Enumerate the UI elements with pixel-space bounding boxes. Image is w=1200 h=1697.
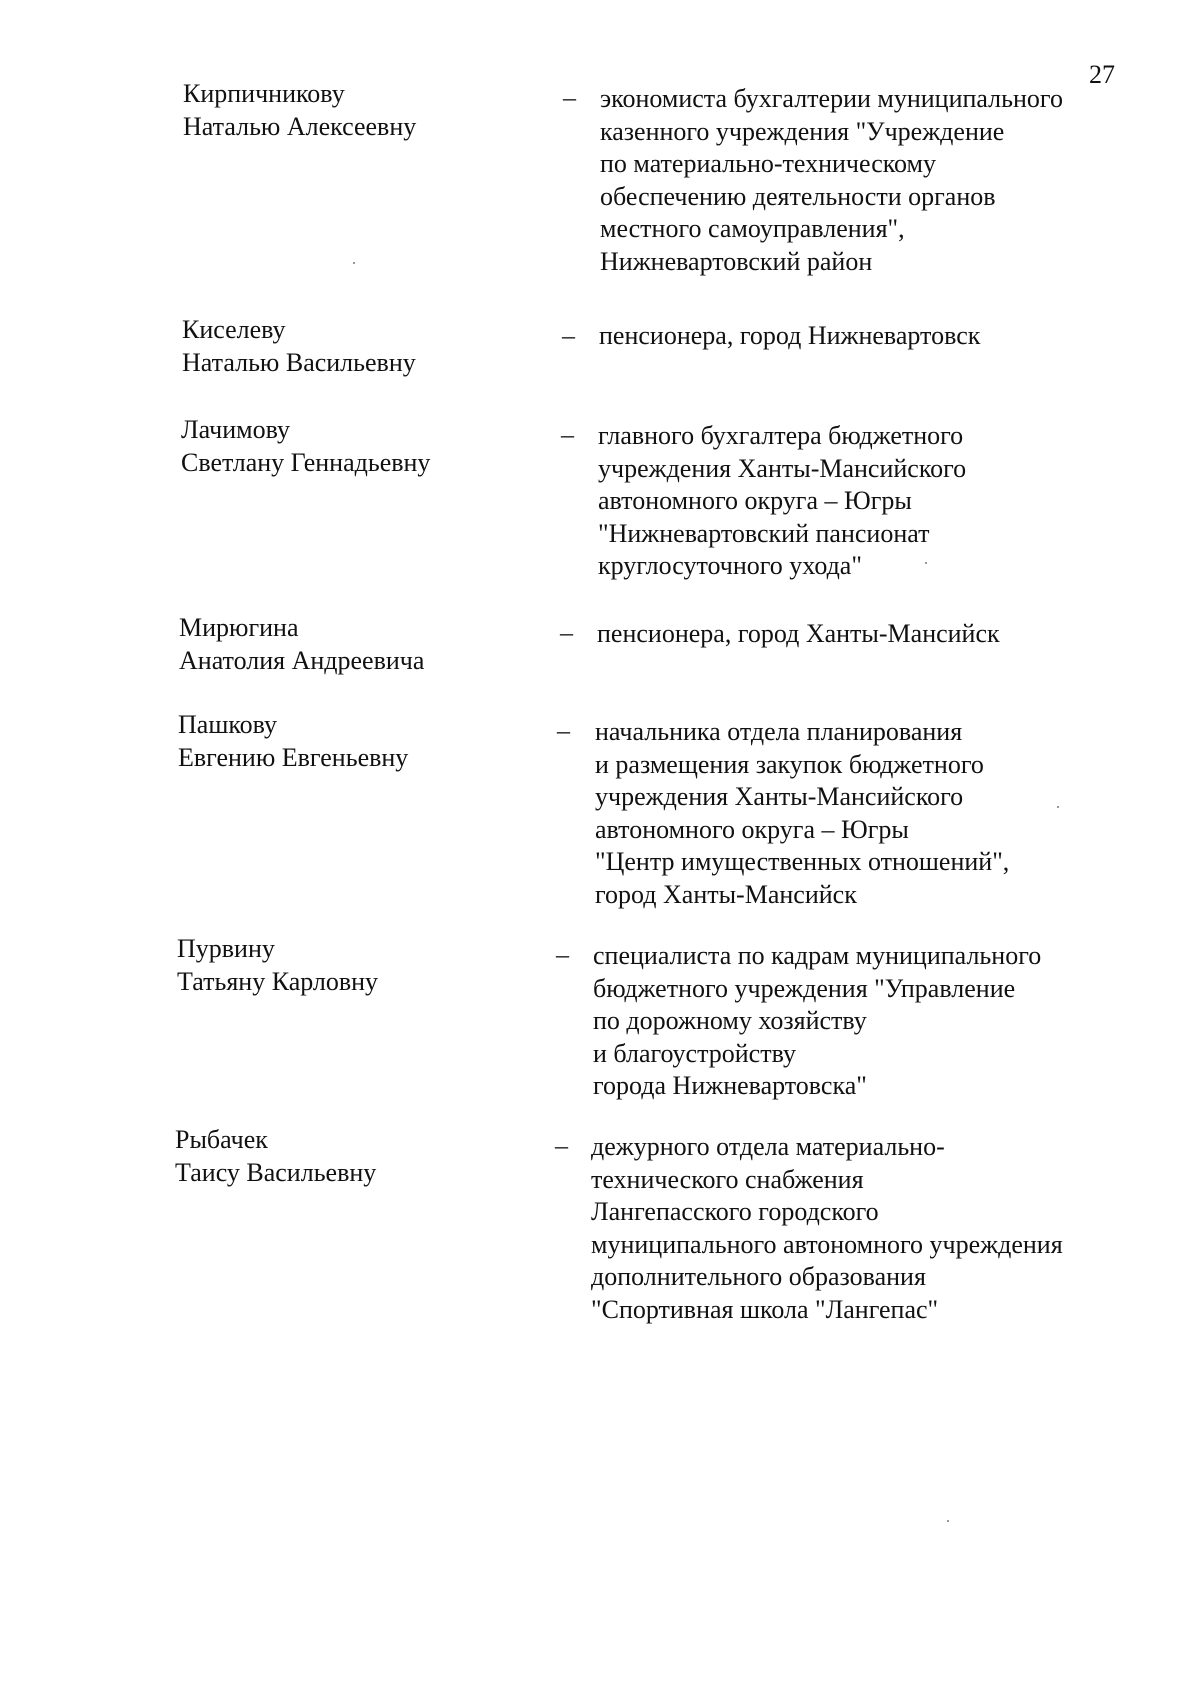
description-line: круглосуточного ухода"	[598, 551, 862, 580]
description-line: экономиста бухгалтерии муниципального	[600, 84, 1063, 113]
position-description	[591, 1131, 1151, 1326]
description-line: местного самоуправления",	[600, 214, 905, 243]
position-description	[600, 83, 1160, 278]
person-name	[175, 1124, 555, 1189]
description-line: "Нижневартовский пансионат	[598, 518, 930, 548]
separator-dash: –	[557, 716, 570, 745]
description-line: и благоустройству	[593, 1038, 796, 1068]
person-given-names: Наталью Васильевну	[182, 347, 416, 377]
position-description	[597, 618, 1157, 651]
person-surname: Лачимову	[181, 415, 290, 444]
page-number: 27	[1089, 60, 1115, 89]
person-given-names: Светлану Геннадьевну	[181, 447, 431, 477]
position-description	[593, 940, 1153, 1103]
description-line: автономного округа – Югры	[598, 486, 912, 515]
person-surname: Кирпичникову	[183, 79, 345, 108]
person-name	[182, 314, 562, 379]
separator-dash: –	[556, 940, 569, 969]
description-line: пенсионера, город Нижневартовск	[599, 321, 981, 350]
separator-dash: –	[561, 420, 574, 449]
person-given-names: Наталью Алексеевну	[183, 111, 417, 141]
description-line: муниципального автономного учреждения	[591, 1229, 1063, 1259]
person-surname: Мирюгина	[179, 613, 299, 642]
separator-dash: –	[562, 321, 575, 350]
position-description	[598, 420, 1158, 583]
description-line: специалиста по кадрам муниципального	[593, 941, 1042, 970]
person-name	[179, 612, 559, 677]
scan-speck	[1057, 806, 1059, 808]
position-description	[599, 320, 1159, 353]
separator-dash: –	[560, 618, 573, 647]
description-line: автономного округа – Югры	[595, 814, 909, 844]
scan-speck	[353, 262, 355, 264]
description-line: "Спортивная школа "Лангепас"	[591, 1294, 939, 1324]
person-given-names: Евгению Евгеньевну	[178, 742, 409, 772]
person-surname: Пурвину	[177, 934, 275, 963]
description-line: технического снабжения	[591, 1164, 864, 1194]
description-line: бюджетного учреждения "Управление	[593, 973, 1016, 1003]
person-surname: Рыбачек	[175, 1125, 268, 1154]
person-name	[181, 414, 561, 479]
description-line: Нижневартовский район	[600, 246, 873, 276]
description-line: главного бухгалтера бюджетного	[598, 421, 964, 450]
description-line: по дорожному хозяйству	[593, 1006, 867, 1035]
description-line: обеспечению деятельности органов	[600, 181, 996, 211]
scan-speck	[925, 562, 927, 564]
person-name	[183, 78, 563, 143]
person-given-names: Татьяну Карловну	[177, 966, 379, 996]
description-line: город Ханты-Мансийск	[595, 879, 857, 909]
description-line: начальника отдела планирования	[595, 717, 963, 746]
person-given-names: Таису Васильевну	[175, 1157, 377, 1187]
position-description	[595, 716, 1155, 911]
person-surname: Киселеву	[182, 315, 286, 344]
separator-dash: –	[563, 83, 576, 112]
description-line: Лангепасского городского	[591, 1197, 879, 1226]
person-name	[178, 709, 558, 774]
description-line: пенсионера, город Ханты-Мансийск	[597, 619, 1000, 648]
description-line: казенного учреждения "Учреждение	[600, 116, 1005, 146]
description-line: дополнительного образования	[591, 1262, 926, 1291]
description-line: города Нижневартовска"	[593, 1071, 867, 1100]
description-line: учреждения Ханты-Мансийского	[598, 453, 967, 483]
description-line: "Центр имущественных отношений",	[595, 847, 1010, 876]
description-line: по материально-техническому	[600, 149, 937, 178]
person-given-names: Анатолия Андреевича	[179, 645, 425, 675]
description-line: дежурного отдела материально-	[591, 1132, 945, 1161]
person-name	[177, 933, 557, 998]
description-line: учреждения Ханты-Мансийского	[595, 782, 964, 811]
scan-speck	[947, 1520, 949, 1522]
person-surname: Пашкову	[178, 710, 278, 739]
separator-dash: –	[555, 1131, 568, 1160]
description-line: и размещения закупок бюджетного	[595, 749, 984, 779]
